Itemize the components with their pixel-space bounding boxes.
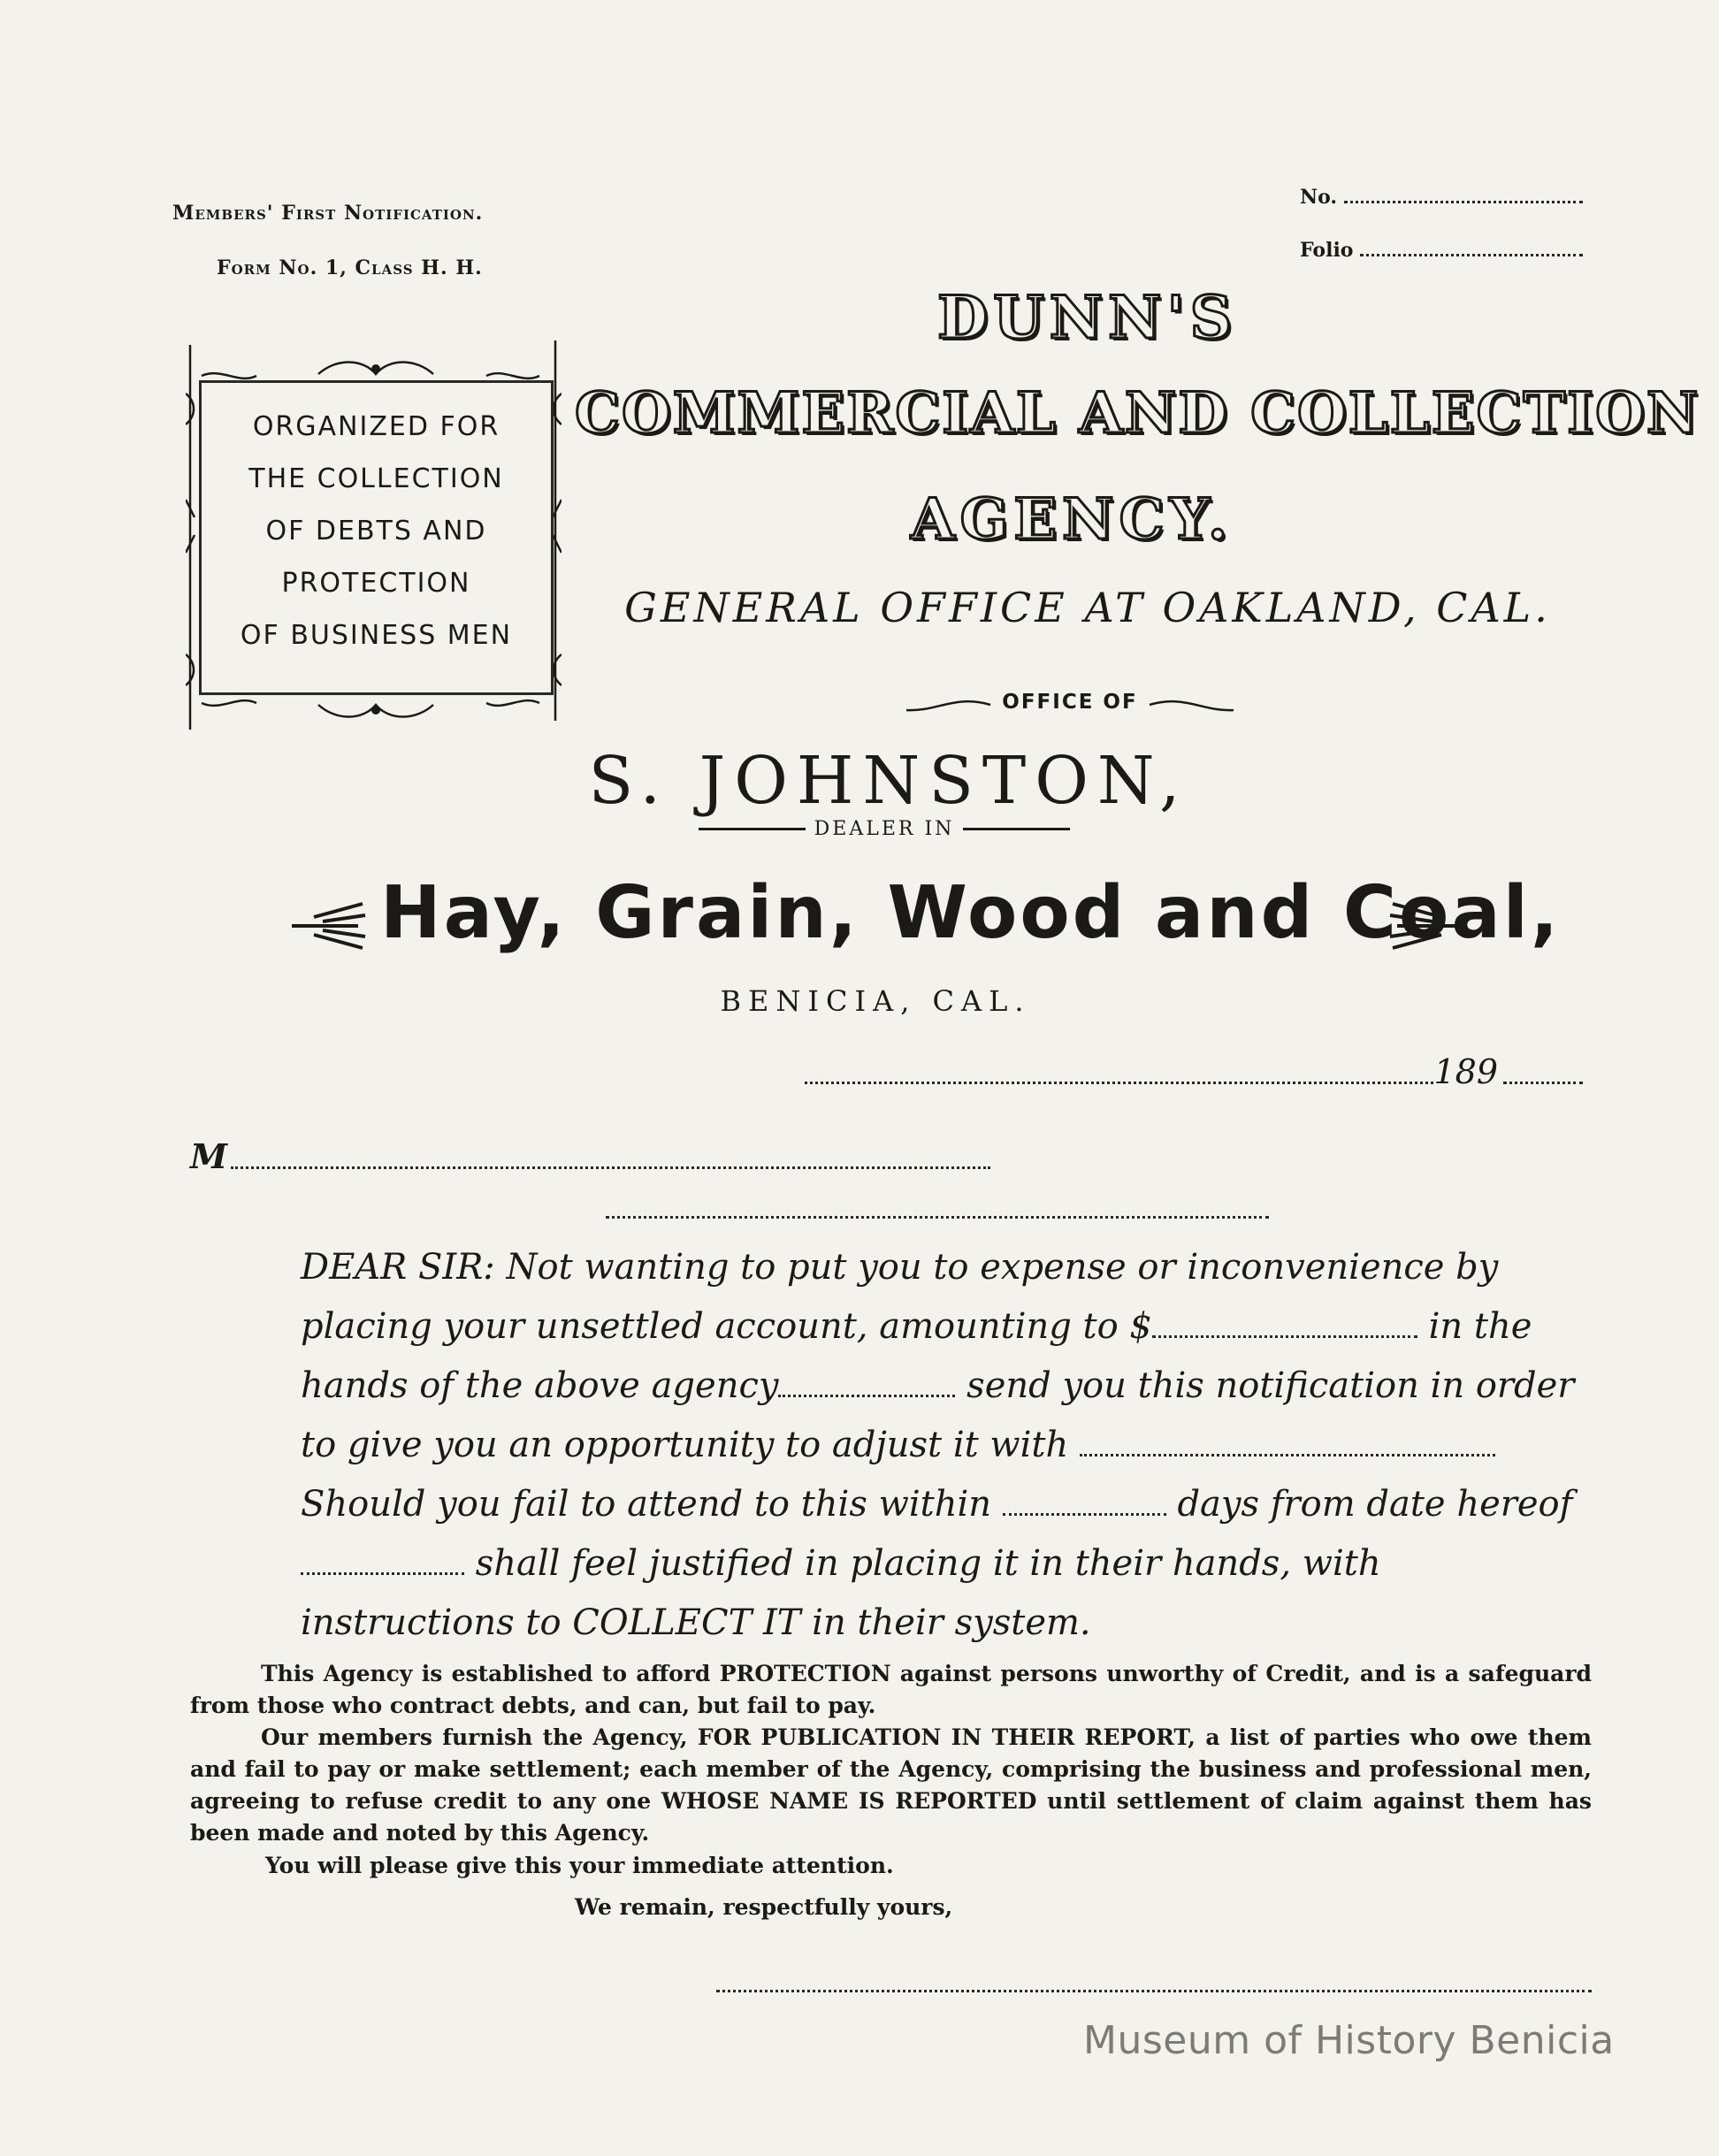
general-office: GENERAL OFFICE AT OAKLAND, CAL.: [624, 584, 1551, 631]
office-of-heading: [902, 685, 1238, 721]
dealer-location: BENICIA, CAL.: [720, 984, 1031, 1018]
folio-blank: [1360, 254, 1583, 256]
letter-text: shall feel justified in placing it in their hands, with instructions to COLLECT IT in their system.: [301, 1543, 1381, 1643]
box-text: [202, 401, 551, 661]
adjust-with-blank: [1080, 1445, 1495, 1456]
goods-heading: [287, 871, 1561, 968]
fine-print: [190, 1658, 1592, 1849]
box-border: [199, 380, 554, 695]
party-blank: [301, 1563, 464, 1575]
box-line: OF DEBTS AND: [265, 516, 487, 547]
letter-text: DEAR SIR: Not wanting to put you to expense or inconvenience by placing your unsettled account, amounting to $: [301, 1247, 1499, 1347]
agency-name-line3: AGENCY.: [911, 486, 1234, 553]
agency-name-line1: DUNN'S: [937, 283, 1238, 352]
no-label: No.: [1300, 186, 1338, 209]
form-number: Form No. 1, Class H. H.: [217, 256, 483, 279]
folio-field: [1300, 239, 1583, 262]
agency-blank: [778, 1386, 955, 1397]
date-field: [805, 1052, 1583, 1091]
box-line: PROTECTION: [281, 568, 471, 599]
addressee-blank: [231, 1166, 990, 1169]
year-prefix: 189: [1433, 1052, 1498, 1091]
addressee-prefix: M: [190, 1136, 228, 1176]
flourish-right-icon: [1388, 891, 1468, 952]
attention-line: You will please give this your immediate attention.: [265, 1853, 894, 1878]
closing-line: We remain, respectfully yours,: [575, 1894, 953, 1920]
folio-label: Folio: [1300, 239, 1354, 262]
no-field: [1300, 186, 1583, 209]
letter-text: days from date hereof: [1177, 1484, 1573, 1525]
box-line: OF BUSINESS MEN: [240, 620, 513, 651]
year-blank: [1503, 1082, 1583, 1084]
watermark: Museum of History Benicia: [1083, 2018, 1615, 2063]
members-notification: Members' First Notification.: [172, 202, 484, 225]
dealer-rule-right: [963, 828, 1070, 830]
box-line: THE COLLECTION: [248, 463, 504, 494]
letter-paragraph-2: [190, 1475, 1587, 1653]
date-blank: [805, 1082, 1433, 1084]
address-blank: [606, 1216, 1269, 1219]
letter-body: [190, 1238, 1587, 1653]
dealer-rule-left: [699, 828, 806, 830]
box-line: ORGANIZED FOR: [252, 411, 500, 442]
organized-box: [186, 340, 562, 730]
flourish-left-icon: [287, 891, 367, 952]
dealer-name: S. JOHNSTON,: [588, 743, 1189, 819]
letter-text: send you this notification in order to give you an opportunity to adjust it with: [301, 1365, 1575, 1465]
fine-print-paragraph: This Agency is established to afford PROTECTION against persons unworthy of Credit, and is a safeguard from those who contract debts, and can, but fail to pay.: [190, 1661, 1592, 1718]
letter-text: in the hands of the above agency: [301, 1306, 1532, 1406]
addressee-field: [190, 1136, 990, 1176]
dealer-in-heading: [699, 818, 1070, 840]
office-of-label: OFFICE OF: [1002, 691, 1138, 714]
no-blank: [1344, 201, 1583, 203]
goods-text: Hay, Grain, Wood and Coal,: [380, 871, 1561, 955]
dealer-in-label: DEALER IN: [814, 818, 955, 840]
days-blank: [1003, 1504, 1166, 1516]
letter-text: Should you fail to attend to this within: [301, 1484, 992, 1525]
amount-blank: [1152, 1326, 1417, 1338]
signature-blank: [716, 1990, 1592, 1992]
letter-paragraph-1: [190, 1238, 1587, 1475]
fine-print-paragraph: Our members furnish the Agency, FOR PUBLICATION IN THEIR REPORT, a list of parties who owe them and fail to pay or make settlement; each member of the Agency, comprising the business and professional men, agreeing to refuse credit to any one WHOSE NAME IS REPORTED until settlement of claim against them has been made and noted by this Agency.: [190, 1724, 1592, 1846]
agency-name-line2: COMMERCIAL AND COLLECTION: [575, 380, 1700, 447]
